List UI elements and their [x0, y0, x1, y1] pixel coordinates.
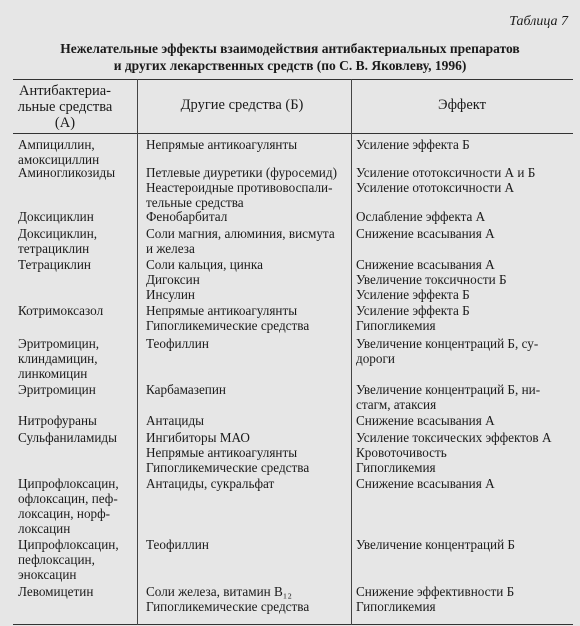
row-7-antibacterial: Эритромицин, клиндамицин, линкомицин	[18, 336, 100, 381]
row-13-effect: Снижение эффективности Б Гипогликемия	[356, 584, 515, 614]
row-8-other-drug: Карбамазепин	[146, 382, 226, 397]
row-10-antibacterial: Сульфаниламиды	[18, 430, 117, 445]
row-6-other-drug: Непрямые антикоагулянты Гипогликемические средства	[146, 303, 310, 333]
caption-line-2: и других лекарственных средств (по С. В. Яковлеву, 1996)	[113, 58, 467, 73]
row-10-effect: Усиление токсических эффектов А Кровоточивость Гипогликемия	[356, 430, 552, 475]
row-7-other-drug: Теофиллин	[146, 336, 209, 351]
header-other-drugs: Другие средства (Б)	[180, 97, 304, 113]
row-3-other-drug: Фенобарбитал	[146, 209, 228, 224]
row-4-antibacterial: Доксициклин, тетрациклин	[18, 226, 98, 256]
row-4-effect: Снижение всасывания А	[356, 226, 495, 241]
row-6-effect: Усиление эффекта Б Гипогликемия	[356, 303, 470, 333]
row-8-antibacterial: Эритромицин	[18, 382, 96, 397]
row-6-antibacterial: Котримоксазол	[18, 303, 104, 318]
row-11-antibacterial: Ципрофлоксацин, офлоксацин, пеф- локсацин, норф- локсацин	[18, 476, 119, 536]
row-3-antibacterial: Доксициклин	[18, 209, 94, 224]
row-5-antibacterial: Тетрациклин	[18, 257, 91, 272]
header-effect: Эффект	[438, 97, 486, 113]
column-divider-2	[351, 79, 352, 625]
row-9-other-drug: Антациды	[146, 413, 205, 428]
row-11-effect: Снижение всасывания А	[356, 476, 495, 491]
header-antibacterial: Антибактериа- льные средства (А)	[17, 83, 113, 131]
row-9-effect: Снижение всасывания А	[356, 413, 495, 428]
header-bottom-rule	[13, 133, 573, 134]
row-12-effect: Увеличение концентраций Б	[356, 537, 516, 552]
row-2-other-drug: Петлевые диуретики (фуросемид) Неастероидные противовоспали- тельные средства	[146, 165, 337, 210]
row-1-effect: Усиление эффекта Б	[356, 137, 470, 152]
caption-line-1: Нежелательные эффекты взаимодействия антибактериальных препаратов	[60, 41, 520, 56]
row-11-other-drug: Антациды, сукральфат	[146, 476, 275, 491]
table-number: Таблица 7	[509, 14, 568, 29]
row-2-antibacterial: Аминогликозиды	[18, 165, 116, 180]
row-5-other-drug: Соли кальция, цинка Дигоксин Инсулин	[146, 257, 263, 302]
row-9-antibacterial: Нитрофураны	[18, 413, 97, 428]
row-12-other-drug: Теофиллин	[146, 537, 209, 552]
row-1-other-drug: Непрямые антикоагулянты	[146, 137, 298, 152]
row-8-effect: Увеличение концентраций Б, ни- стагм, атаксия	[356, 382, 541, 412]
row-1-antibacterial: Ампициллин, амоксициллин	[18, 137, 100, 167]
table-caption	[0, 40, 580, 74]
row-12-antibacterial: Ципрофлоксацин, пефлоксацин, эноксацин	[18, 537, 119, 582]
row-13-other-drug: Соли железа, витамин B₁₂ Гипогликемические средства	[146, 584, 310, 614]
column-divider-1	[137, 79, 138, 625]
row-5-effect: Снижение всасывания А Увеличение токсичности Б Усиление эффекта Б	[356, 257, 507, 302]
row-3-effect: Ослабление эффекта А	[356, 209, 486, 224]
table-top-rule	[13, 79, 573, 80]
row-7-effect: Увеличение концентраций Б, су- дороги	[356, 336, 539, 366]
table-bottom-rule	[13, 624, 573, 625]
row-10-other-drug: Ингибиторы МАО Непрямые антикоагулянты Гипогликемические средства	[146, 430, 310, 475]
row-2-effect: Усиление ототоксичности А и Б Усиление ототоксичности А	[356, 165, 536, 195]
row-4-other-drug: Соли магния, алюминия, висмута и железа	[146, 226, 335, 256]
row-13-antibacterial: Левомицетин	[18, 584, 94, 599]
